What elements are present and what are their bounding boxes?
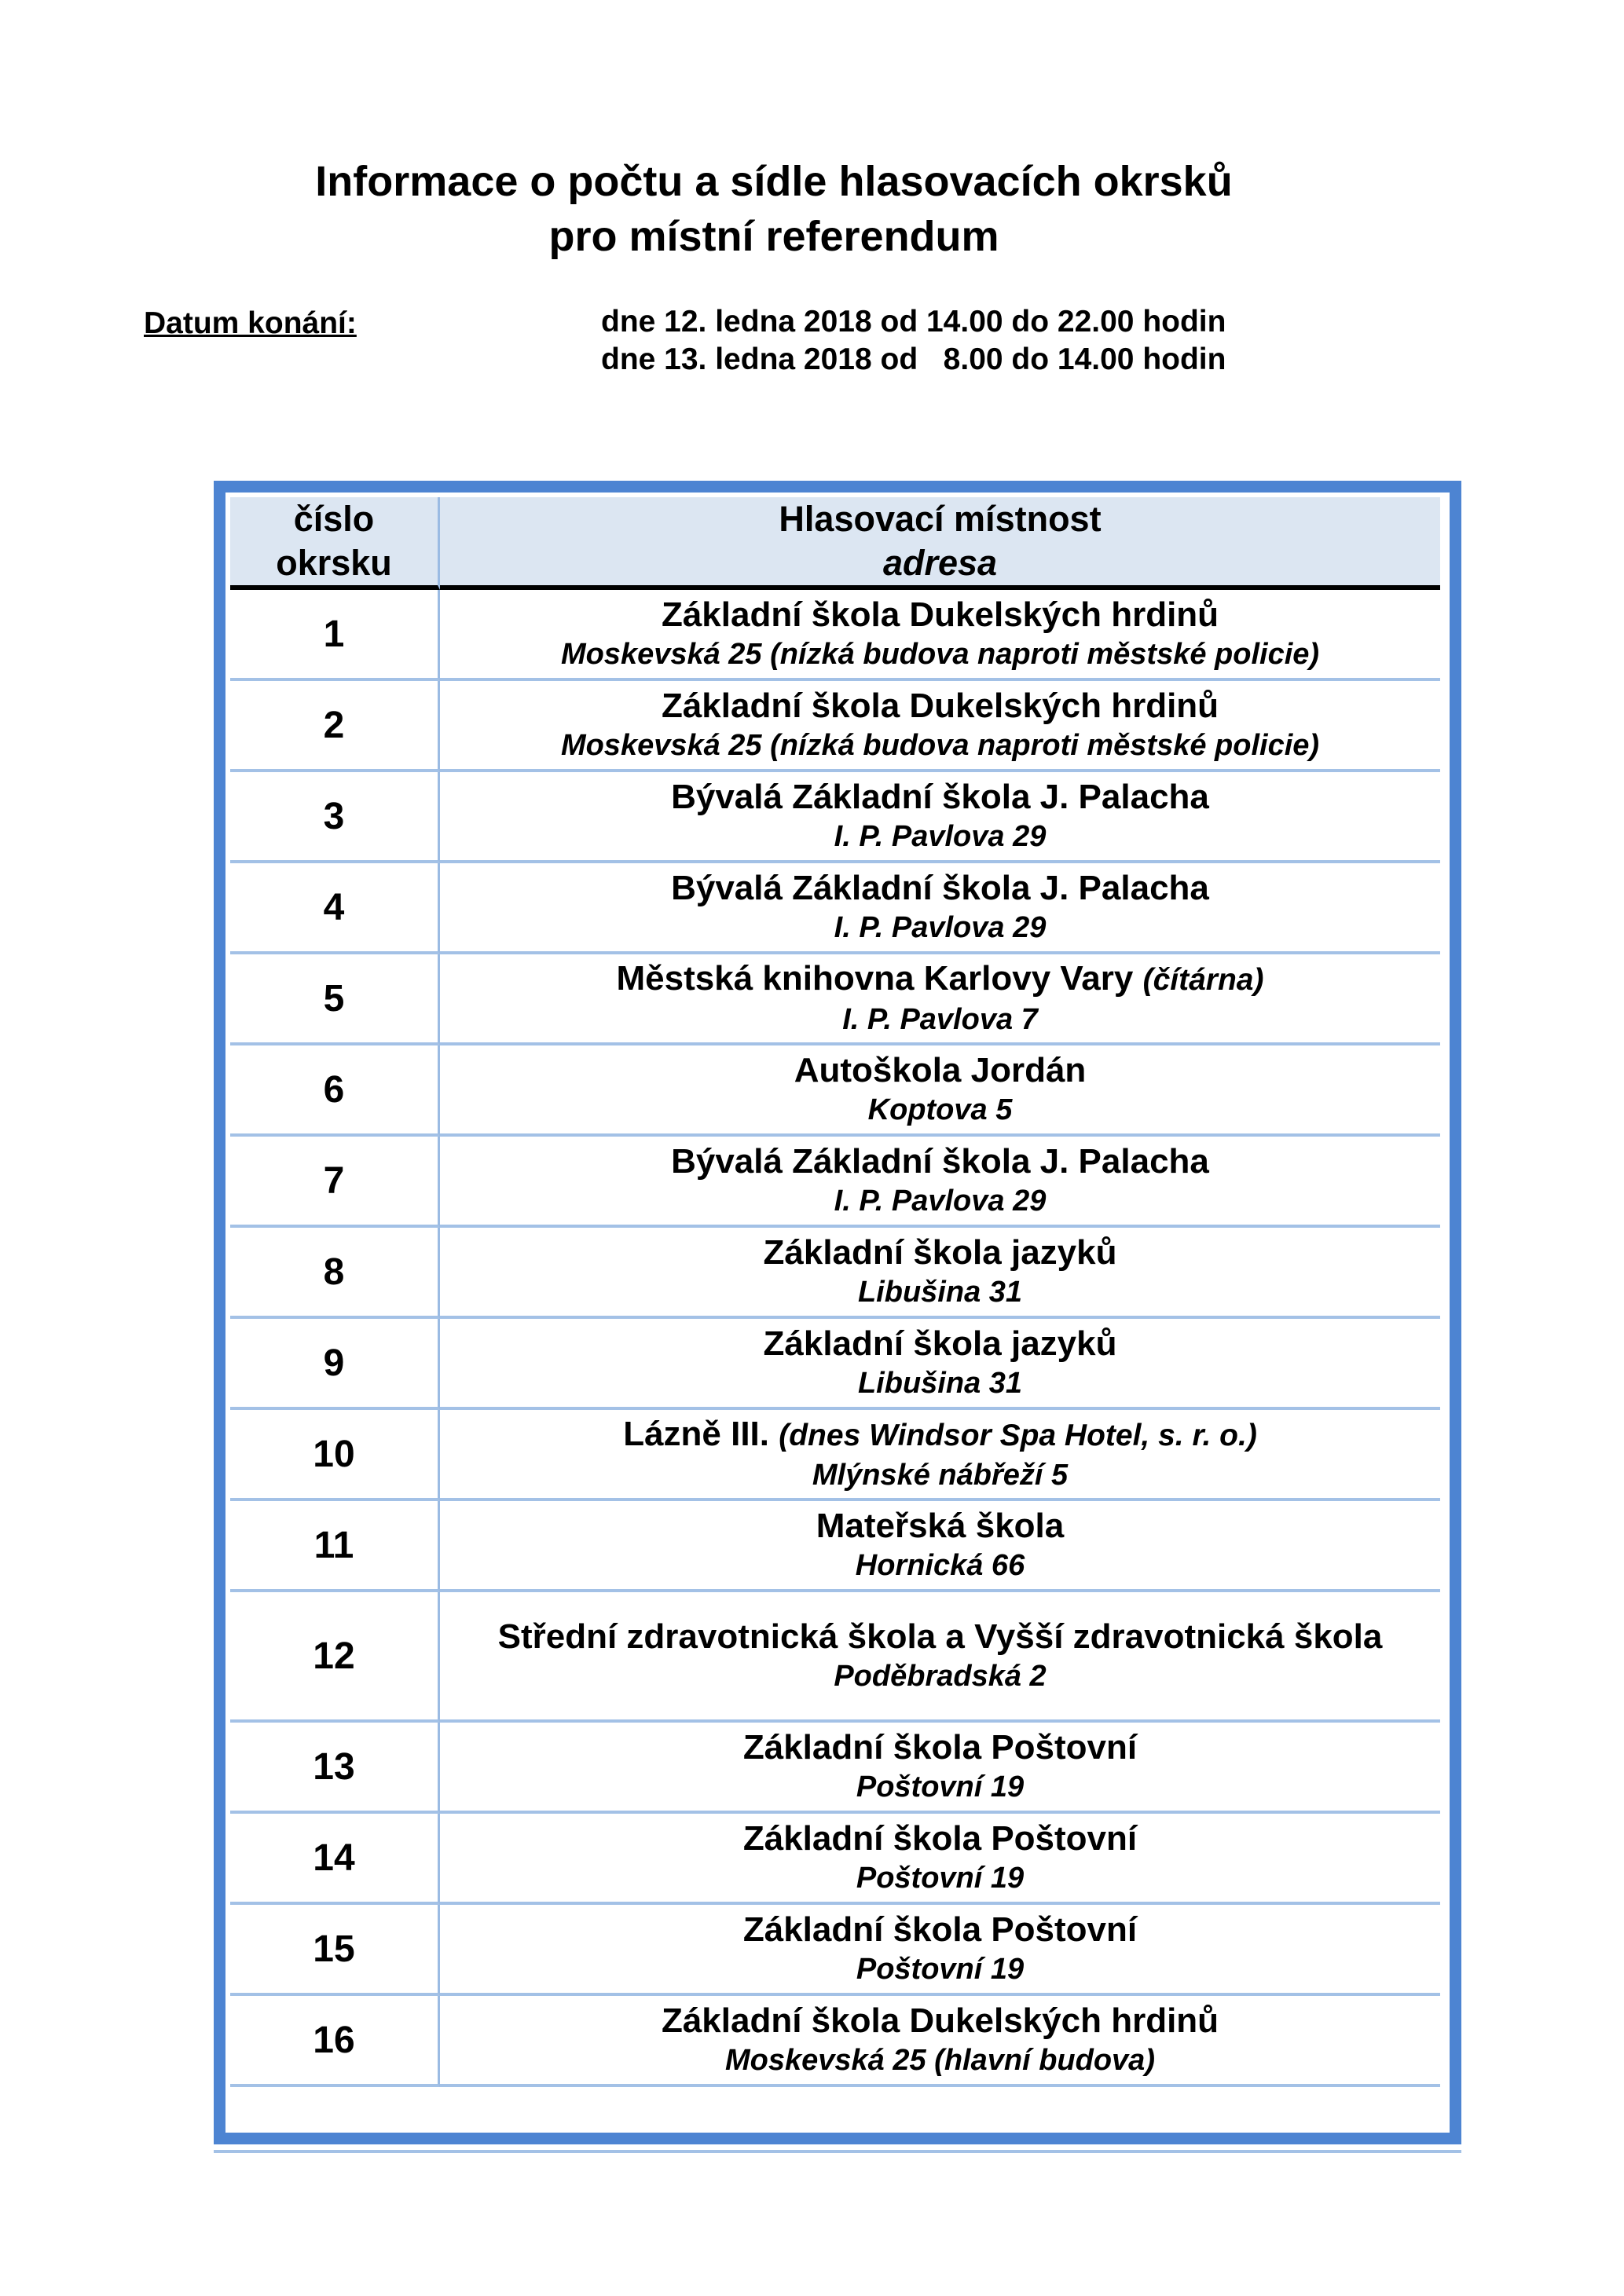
polling-place bbox=[440, 1905, 1440, 1996]
polling-place-address: Moskevská 25 (nízká budova naproti městské policie) bbox=[560, 729, 1320, 762]
polling-place bbox=[440, 1814, 1440, 1905]
date-values bbox=[601, 303, 1226, 379]
polling-place-address: Moskevská 25 (nízká budova naproti městské policie) bbox=[560, 638, 1320, 671]
polling-place bbox=[440, 1045, 1440, 1137]
date-line-1: dne 12. ledna 2018 od 14.00 do 22.00 hodin bbox=[601, 305, 1226, 339]
district-number: 11 bbox=[230, 1501, 440, 1592]
polling-place-name-line bbox=[440, 1818, 1440, 1859]
table-row bbox=[230, 1410, 1440, 1501]
polling-place-name: Bývalá Základní škola J. Palacha bbox=[671, 1142, 1209, 1181]
title-line-2: pro místní referendum bbox=[548, 213, 999, 260]
title-line-1: Informace o počtu a sídle hlasovacích okrsků bbox=[315, 158, 1233, 205]
polling-place-name: Střední zdravotnická škola a Vyšší zdravotnická škola bbox=[497, 1617, 1383, 1656]
polling-place-name: Autoškola Jordán bbox=[794, 1051, 1087, 1089]
table-row bbox=[230, 1137, 1440, 1228]
polling-place-name-line bbox=[440, 1141, 1440, 1182]
polling-place-name-line bbox=[440, 1324, 1440, 1364]
table-row bbox=[230, 681, 1440, 772]
polling-place-name: Základní škola Dukelských hrdinů bbox=[661, 2001, 1219, 2040]
polling-place-address: I. P. Pavlova 29 bbox=[834, 911, 1047, 944]
district-number: 6 bbox=[230, 1045, 440, 1137]
polling-place bbox=[440, 772, 1440, 863]
polling-place bbox=[440, 1319, 1440, 1410]
district-number: 5 bbox=[230, 954, 440, 1045]
district-number: 4 bbox=[230, 863, 440, 954]
header-place-line-2: adresa bbox=[882, 543, 998, 583]
table-row bbox=[230, 1814, 1440, 1905]
polling-place-address: I. P. Pavlova 29 bbox=[834, 1185, 1047, 1218]
polling-place-name: Lázně III. bbox=[623, 1415, 770, 1453]
table-frame bbox=[214, 481, 1461, 2144]
polling-place-address: Poštovní 19 bbox=[856, 1862, 1025, 1895]
polling-place-address: Poštovní 19 bbox=[856, 1953, 1025, 1986]
districts-table bbox=[230, 497, 1440, 2087]
table-row bbox=[230, 590, 1440, 681]
polling-place bbox=[440, 590, 1440, 681]
polling-place-address: I. P. Pavlova 7 bbox=[842, 1003, 1038, 1036]
header-place-line-1: Hlasovací místnost bbox=[779, 499, 1102, 539]
district-number: 15 bbox=[230, 1905, 440, 1996]
polling-place-name-line bbox=[440, 1910, 1440, 1950]
polling-place bbox=[440, 1723, 1440, 1814]
polling-place bbox=[440, 1501, 1440, 1592]
polling-place-address: Libušina 31 bbox=[857, 1367, 1023, 1400]
polling-place bbox=[440, 863, 1440, 954]
polling-place-address: Mlýnské nábřeží 5 bbox=[812, 1459, 1069, 1492]
polling-place-name-line bbox=[440, 1727, 1440, 1768]
polling-place bbox=[440, 1228, 1440, 1319]
polling-place bbox=[440, 1996, 1440, 2087]
polling-place-name: Základní škola jazyků bbox=[763, 1233, 1117, 1272]
table-inner bbox=[225, 493, 1450, 2133]
polling-place-name-line bbox=[440, 1050, 1440, 1091]
polling-place-name: Bývalá Základní škola J. Palacha bbox=[671, 778, 1209, 816]
polling-place-name: Základní škola jazyků bbox=[763, 1324, 1117, 1363]
polling-place-note: (čítárna) bbox=[1142, 963, 1264, 997]
polling-place-address: Moskevská 25 (hlavní budova) bbox=[725, 2044, 1155, 2077]
polling-place-address: Poděbradská 2 bbox=[834, 1660, 1047, 1693]
polling-place-name-line bbox=[440, 686, 1440, 727]
polling-place-name: Mateřská škola bbox=[816, 1507, 1065, 1545]
polling-place-name-line bbox=[440, 1414, 1440, 1456]
polling-place-name-line bbox=[440, 1232, 1440, 1273]
district-number: 16 bbox=[230, 1996, 440, 2087]
table-row bbox=[230, 772, 1440, 863]
district-number: 1 bbox=[230, 590, 440, 681]
table-row bbox=[230, 1045, 1440, 1137]
date-line-2: dne 13. ledna 2018 od 8.00 do 14.00 hodin bbox=[601, 342, 1226, 376]
polling-place-name-line bbox=[440, 595, 1440, 635]
district-number: 7 bbox=[230, 1137, 440, 1228]
district-number: 9 bbox=[230, 1319, 440, 1410]
district-number: 8 bbox=[230, 1228, 440, 1319]
polling-place bbox=[440, 954, 1440, 1045]
polling-place bbox=[440, 1410, 1440, 1501]
polling-place-address: Libušina 31 bbox=[857, 1276, 1023, 1309]
polling-place-name-line bbox=[440, 868, 1440, 909]
polling-place-address: Poštovní 19 bbox=[856, 1771, 1025, 1803]
polling-place-name: Základní škola Dukelských hrdinů bbox=[661, 595, 1219, 634]
header-number-line-1: číslo bbox=[293, 499, 375, 539]
table-body bbox=[230, 590, 1440, 2087]
district-number: 14 bbox=[230, 1814, 440, 1905]
polling-place-name: Bývalá Základní škola J. Palacha bbox=[671, 869, 1209, 907]
table-row bbox=[230, 1592, 1440, 1723]
table-row bbox=[230, 1319, 1440, 1410]
table-header-row bbox=[230, 497, 1440, 590]
table-row bbox=[230, 1723, 1440, 1814]
header-place bbox=[440, 497, 1440, 590]
table-row bbox=[230, 863, 1440, 954]
polling-place-address: Hornická 66 bbox=[855, 1549, 1025, 1582]
polling-place-name: Základní škola Poštovní bbox=[742, 1728, 1138, 1767]
polling-place bbox=[440, 1137, 1440, 1228]
district-number: 10 bbox=[230, 1410, 440, 1501]
polling-place-address: I. P. Pavlova 29 bbox=[834, 820, 1047, 853]
polling-place-name: Základní škola Poštovní bbox=[742, 1910, 1138, 1949]
table-bottom-rule bbox=[214, 2150, 1461, 2153]
header-number bbox=[230, 497, 440, 590]
polling-place-address: Koptova 5 bbox=[867, 1093, 1013, 1126]
district-number: 13 bbox=[230, 1723, 440, 1814]
polling-place-note: (dnes Windsor Spa Hotel, s. r. o.) bbox=[779, 1419, 1257, 1452]
district-number: 2 bbox=[230, 681, 440, 772]
polling-place-name-line bbox=[440, 2001, 1440, 2041]
page-title bbox=[0, 154, 1548, 264]
polling-place-name-line bbox=[440, 1506, 1440, 1547]
polling-place-name-line bbox=[440, 958, 1440, 1001]
table-row bbox=[230, 1501, 1440, 1592]
polling-place-name: Základní škola Poštovní bbox=[742, 1819, 1138, 1858]
table-row bbox=[230, 1905, 1440, 1996]
table-row bbox=[230, 1996, 1440, 2087]
polling-place-name-line bbox=[440, 1617, 1440, 1657]
table-row bbox=[230, 1228, 1440, 1319]
polling-place-name-line bbox=[440, 777, 1440, 818]
district-number: 12 bbox=[230, 1592, 440, 1723]
district-number: 3 bbox=[230, 772, 440, 863]
header-number-line-2: okrsku bbox=[276, 543, 392, 583]
table-row bbox=[230, 954, 1440, 1045]
polling-place-name: Městská knihovna Karlovy Vary bbox=[616, 959, 1134, 998]
date-label: Datum konání: bbox=[144, 306, 357, 340]
polling-place-name: Základní škola Dukelských hrdinů bbox=[661, 687, 1219, 725]
polling-place bbox=[440, 681, 1440, 772]
polling-place bbox=[440, 1592, 1440, 1723]
